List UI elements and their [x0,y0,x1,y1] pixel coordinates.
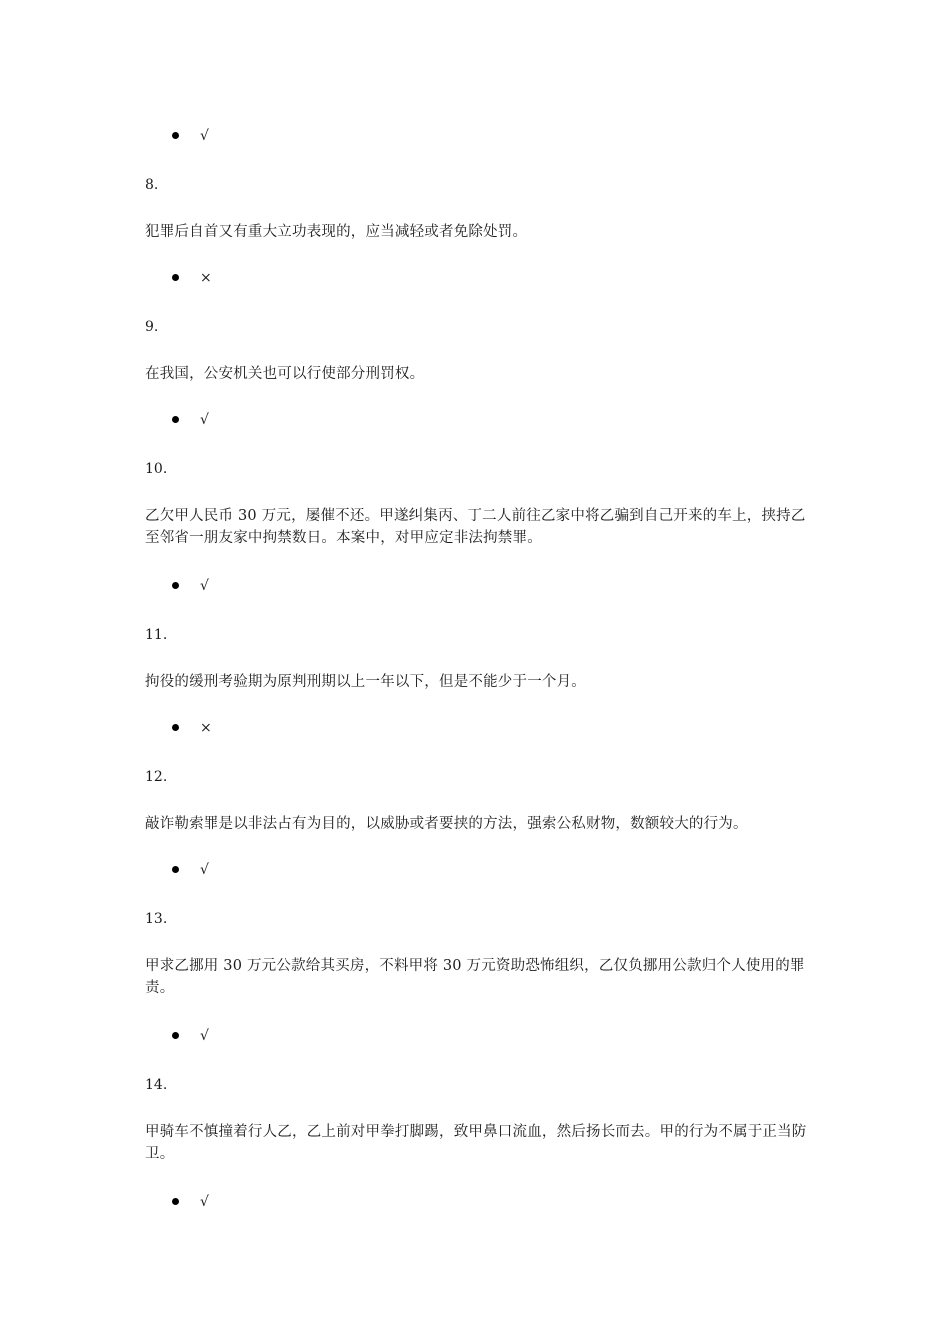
answer-item-prev [0,125,950,147]
question-number-12: 12. [145,769,168,785]
bullet-icon [172,724,179,731]
bullet-icon [172,416,179,423]
question-text-10: 乙欠甲人民币 30 万元，屡催不还。甲遂纠集丙、丁二人前往乙家中将乙骗到自己开来的车上，挟持乙至邻省一朋友家中拘禁数日。本案中，对甲应定非法拘禁罪。 [145,508,806,546]
answer-mark: √ [200,862,209,878]
answer-item-14 [0,1191,950,1213]
bullet-icon [172,866,179,873]
question-text-12: 敲诈勒索罪是以非法占有为目的，以威胁或者要挟的方法，强索公私财物，数额较大的行为。 [145,816,748,832]
bullet-icon [172,582,179,589]
answer-mark: √ [200,1028,209,1044]
answer-mark: × [200,720,212,736]
answer-item-11 [0,717,950,739]
question-text-8: 犯罪后自首又有重大立功表现的，应当减轻或者免除处罚。 [145,224,528,240]
question-number-9: 9. [145,319,159,335]
question-number-14: 14. [145,1077,168,1093]
answer-mark: √ [200,578,209,594]
question-text-9: 在我国，公安机关也可以行使部分刑罚权。 [145,366,425,382]
question-text-11: 拘役的缓刑考验期为原判刑期以上一年以下，但是不能少于一个月。 [145,674,586,690]
answer-item-8 [0,267,950,289]
answer-mark: √ [200,412,209,428]
bullet-icon [172,1198,179,1205]
question-text-13: 甲求乙挪用 30 万元公款给其买房，不料甲将 30 万元资助恐怖组织，乙仅负挪用公款归个人使用的罪责。 [145,958,805,996]
answer-item-13 [0,1025,950,1047]
answer-item-12 [0,859,950,881]
bullet-icon [172,132,179,139]
question-number-11: 11. [145,627,168,643]
answer-mark: × [200,270,212,286]
bullet-icon [172,1032,179,1039]
answer-item-10 [0,575,950,597]
question-number-8: 8. [145,177,159,193]
bullet-icon [172,274,179,281]
question-number-13: 13. [145,911,168,927]
question-text-14: 甲骑车不慎撞着行人乙，乙上前对甲拳打脚踢，致甲鼻口流血，然后扬长而去。甲的行为不属于正当防卫。 [145,1124,807,1162]
question-number-10: 10. [145,461,168,477]
answer-mark: √ [200,1194,209,1210]
answer-mark: √ [200,128,209,144]
answer-item-9 [0,409,950,431]
